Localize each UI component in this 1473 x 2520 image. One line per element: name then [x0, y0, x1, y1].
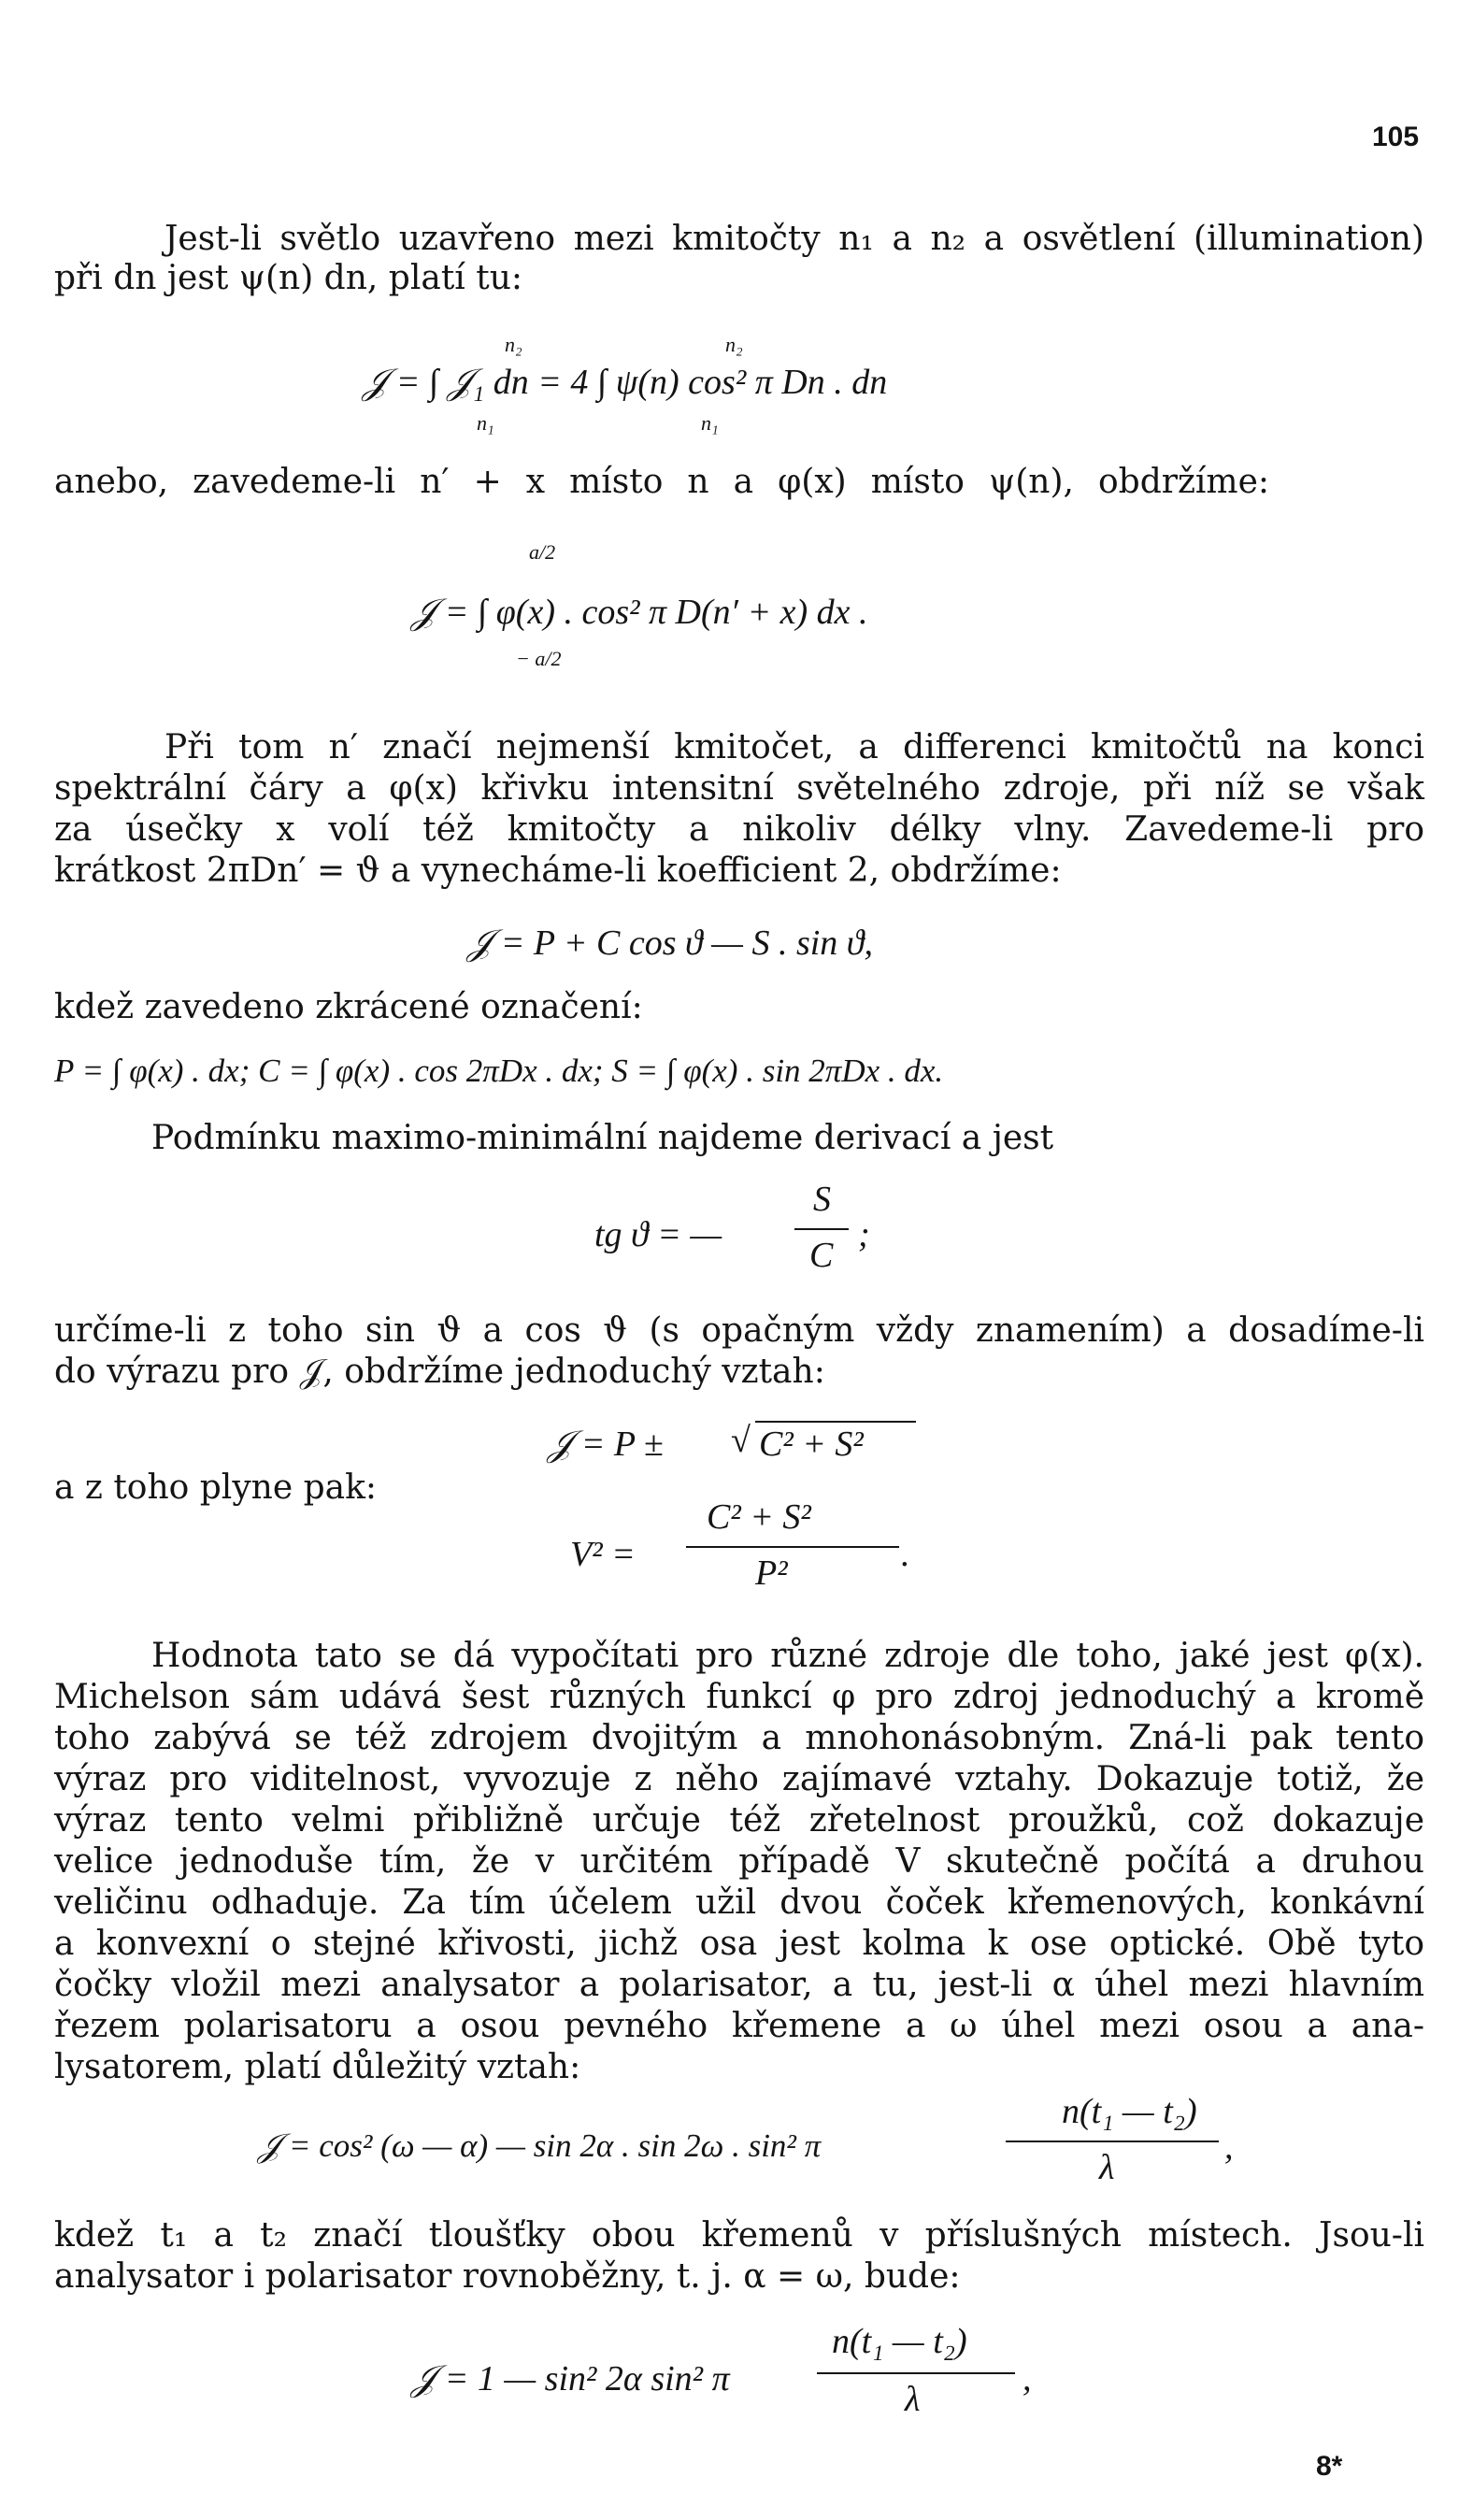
paragraph-line: spektrální čáry a φ(x) křivku intensitní světelného zdroje, při níž se však — [54, 769, 1424, 808]
equation: V² = — [570, 1535, 636, 1574]
paragraph-line: veličinu odhaduje. Za tím účelem užil dvou čoček křemenových, konkávní — [54, 1883, 1424, 1922]
integral-lower-limit: − a/2 — [516, 647, 562, 670]
paragraph-line: anebo, zavedeme-li n′ + x místo n a φ(x) místo ψ(n), obdržíme: — [54, 463, 1269, 501]
radical-sign: √ — [731, 1421, 751, 1460]
fraction-denominator: λ — [905, 2380, 921, 2419]
fraction-bar — [794, 1228, 849, 1230]
paragraph-line: toho zabývá se též zdrojem dvojitým a mnohonásobným. Zná-li pak tento — [54, 1719, 1424, 1757]
equation-punctuation: , — [1224, 2127, 1234, 2167]
paragraph-line: za úsečky x volí též kmitočty a nikoliv délky vlny. Zavedeme-li pro — [54, 810, 1424, 849]
fraction-denominator: C — [809, 1236, 834, 1275]
integral-upper-limit: a/2 — [529, 540, 556, 564]
paragraph-line: a konvexní o stejné křivosti, jichž osa jest kolma k ose optické. Obě tyto — [54, 1925, 1424, 1963]
equation: 𝒥 = 1 — sin² 2α sin² π — [411, 2359, 730, 2398]
fraction-denominator: λ — [1099, 2148, 1115, 2187]
paragraph-line: krátkost 2πDn′ = ϑ a vynecháme-li koefficient 2, obdržíme: — [54, 852, 1062, 890]
paragraph-line: Hodnota tato se dá vypočítati pro různé zdroje dle toho, jaké jest φ(x). — [151, 1637, 1424, 1675]
integral-lower-limit: n₁ — [477, 411, 494, 435]
paragraph-line: Podmínku maximo-minimální najdeme derivací a jest — [151, 1119, 1054, 1157]
integral-lower-limit: n₁ — [701, 411, 719, 435]
fraction-numerator: n(t₁ — t₂) — [1062, 2092, 1197, 2131]
fraction-numerator: C² + S² — [707, 1497, 811, 1537]
paragraph-line: a z toho plyne pak: — [54, 1468, 378, 1507]
paragraph-line: čočky vložil mezi analysator a polarisator, a tu, jest-li α úhel mezi hlavním — [54, 1966, 1424, 2004]
paragraph-line: kdež zavedeno zkrácené označení: — [54, 988, 643, 1026]
paragraph-line: Při tom n′ značí nejmenší kmitočet, a differenci kmitočtů na konci — [164, 728, 1424, 766]
paragraph-line: určíme-li z toho sin ϑ a cos ϑ (s opačným vždy znamením) a dosadíme-li — [54, 1311, 1424, 1350]
paragraph-line: velice jednoduše tím, že v určitém případě V skutečně počítá a druhou — [54, 1842, 1424, 1881]
equation: 𝒥 = cos² (ω — α) — sin 2α . sin 2ω . sin² π — [258, 2127, 822, 2164]
paragraph-line: výraz tento velmi přibližně určuje též zřetelnost proužků, což dokazuje — [54, 1801, 1424, 1840]
equation-punctuation: . — [901, 1535, 910, 1574]
page-number: 105 — [1372, 122, 1420, 152]
equation: 𝒥 = ∫ φ(x) . cos² π D(n′ + x) dx . — [411, 593, 868, 632]
equation: 𝒥 = P + C cos ϑ — S . sin ϑ, — [467, 924, 873, 963]
fraction-bar — [817, 2372, 1015, 2374]
paragraph-line: výraz pro viditelnost, vyvozuje z něho zajímavé vztahy. Dokazuje totiž, že — [54, 1760, 1424, 1798]
paragraph-line: kdež t₁ a t₂ značí tloušťky obou křemenů v příslušných místech. Jsou-li — [54, 2216, 1424, 2255]
equation-punctuation: ; — [858, 1215, 870, 1254]
fraction-bar — [686, 1546, 899, 1548]
integral-upper-limit: n₂ — [725, 333, 743, 356]
paragraph-line: řezem polarisatoru a osou pevného křemene a ω úhel mezi osou a ana- — [54, 2007, 1424, 2045]
paragraph-line: při dn jest ψ(n) dn, platí tu: — [54, 259, 523, 297]
paragraph-line: analysator i polarisator rovnoběžny, t. j. α = ω, bude: — [54, 2257, 961, 2296]
fraction-denominator: P² — [755, 1554, 788, 1593]
equation: 𝒥 = ∫ 𝒥₁ dn = 4 ∫ ψ(n) cos² π Dn . dn — [363, 363, 888, 402]
paragraph-line: Jest-li světlo uzavřeno mezi kmitočty n₁ a n₂ a osvětlení (illumination) — [164, 220, 1424, 258]
equation: tg ϑ = — — [594, 1215, 722, 1254]
equation: P = ∫ φ(x) . dx; C = ∫ φ(x) . cos 2πDx . dx; S = ∫ φ(x) . sin 2πDx . dx. — [54, 1052, 944, 1089]
radicand: C² + S² — [759, 1425, 864, 1464]
fraction-numerator: S — [813, 1180, 831, 1219]
signature-mark: 8* — [1316, 2451, 1343, 2482]
equation-punctuation: , — [1023, 2359, 1032, 2398]
integral-upper-limit: n₂ — [505, 333, 522, 356]
paragraph-line: Michelson sám udává šest různých funkcí φ pro zdroj jednoduchý a kromě — [54, 1678, 1424, 1716]
equation: 𝒥 = P ± — [548, 1425, 664, 1464]
fraction-bar — [1006, 2141, 1219, 2142]
paragraph-line: lysatorem, platí důležitý vztah: — [54, 2048, 581, 2086]
fraction-numerator: n(t₁ — t₂) — [832, 2322, 967, 2361]
radical-bar — [755, 1421, 916, 1423]
paragraph-line: do výrazu pro 𝒥, obdržíme jednoduchý vztah: — [54, 1353, 825, 1391]
